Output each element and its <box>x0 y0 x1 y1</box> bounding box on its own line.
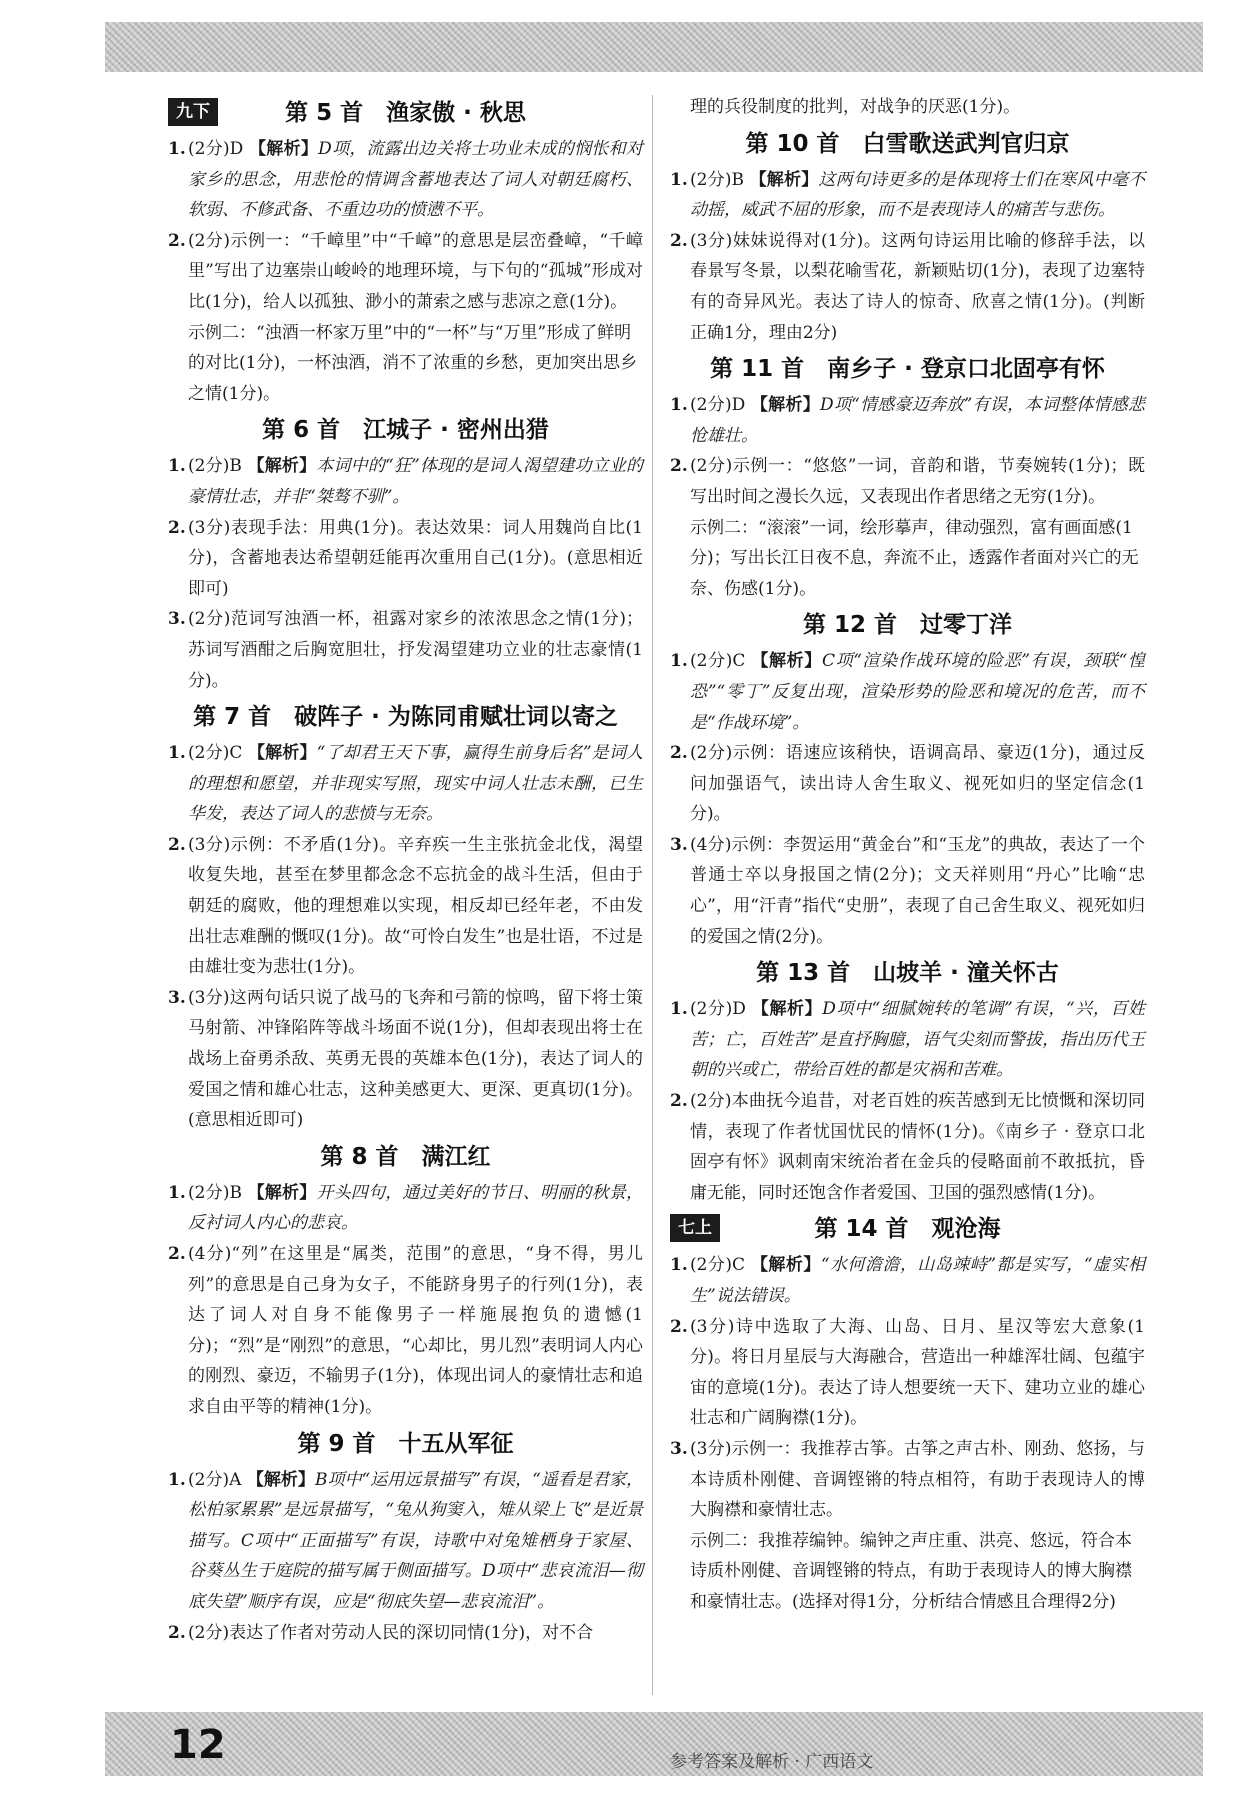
item-text: 这两句话只说了战马的飞奔和弓箭的惊鸣，留下将士策马射箭、冲锋陷阵等战斗场面不说(1分)，但却表现出将士在战场上奋勇杀敌、英勇无畏的英雄本色(1分)，表达了词人的爱国之情和雄心壮志，这种美感更大、更深、更真切(1分)。(意思相近即可) <box>188 987 643 1131</box>
footer-band <box>105 1712 1203 1776</box>
analysis-tag: 【解析】 <box>247 743 317 764</box>
item-score: (2分)A <box>188 1469 242 1490</box>
item-score: (2分)B <box>188 456 242 477</box>
analysis-tag: 【解析】 <box>249 139 319 159</box>
section-heading <box>670 606 1145 644</box>
header-band <box>105 22 1203 72</box>
item-score: (2分)B <box>690 169 744 190</box>
answer-item <box>670 451 1145 512</box>
item-score: (2分)C <box>188 743 243 764</box>
item-number: 1. <box>168 139 186 159</box>
answer-item <box>168 1178 643 1239</box>
item-score: (3分) <box>188 987 230 1008</box>
item-text: 妹妹说得对(1分)。这两句诗运用比喻的修辞手法，以春景写冬景，以梨花喻雪花，新颖贴切(1分)，表现了边塞特有的奇异风光。表达了诗人的惊奇、欣喜之情(1分)。(判断正确1分，理由2分) <box>690 230 1145 343</box>
section-title: 第 8 首 满江红 <box>320 1143 491 1170</box>
section-heading <box>168 1138 643 1176</box>
item-number: 3. <box>168 987 186 1008</box>
item-number: 2. <box>168 834 186 855</box>
item-text: D项中“细腻婉转的笔调”有误，“兴，百姓苦；亡，百姓苦”是直抒胸臆，语气尖刻而警拔，指出历代王朝的兴或亡，带给百姓的都是灾祸和苦难。 <box>690 999 1146 1081</box>
analysis-tag: 【解析】 <box>246 1469 315 1490</box>
section-title: 第 13 首 山坡羊 · 潼关怀古 <box>756 960 1059 987</box>
item-text: 示例：不矛盾(1分)。辛弃疾一生主张抗金北伐，渴望收复失地，甚至在梦里都念念不忘抗金的战斗生活，但由于朝廷的腐败，他的理想难以实现，相反却已经年老，不由发出壮志难酬的慨叹(1分)。故“可怜白发生”也是壮语，不过是由雄壮变为悲壮(1分)。 <box>188 834 643 978</box>
item-number: 1. <box>168 1469 186 1490</box>
item-number: 2. <box>670 1091 688 1112</box>
analysis-tag: 【解析】 <box>750 395 820 416</box>
answer-item <box>168 451 643 512</box>
grade-badge: 七上 <box>670 1214 720 1242</box>
column-divider <box>652 95 653 1695</box>
item-number: 3. <box>168 609 186 630</box>
item-score: (3分) <box>690 1438 732 1459</box>
answer-example: 示例二：“滚滚”一词，绘形摹声，律动强烈，富有画面感(1分)；写出长江日夜不息，奔流不止，透露作者面对兴亡的无奈、伤感(1分)。 <box>690 517 1139 599</box>
item-score: (2分) <box>690 743 733 764</box>
item-number: 2. <box>168 1622 186 1643</box>
answer-item <box>168 513 643 605</box>
item-text: 本词中的“狂”体现的是词人渴望建功立业的豪情壮志，并非“桀骜不驯”。 <box>188 456 644 507</box>
item-score: (2分)D <box>690 999 746 1020</box>
answer-item <box>670 226 1145 348</box>
item-text: C项“渲染作战环境的险恶”有误，颈联“惶恐”“零丁”反复出现，渲染形势的险恶和境况的危苦，而不是“作战环境”。 <box>690 651 1146 733</box>
item-text: 示例一：“千嶂里”中“千嶂”的意思是层峦叠嶂，“千嶂里”写出了边塞崇山峻岭的地理环境，与下句的“孤城”形成对比(1分)，给人以孤独、渺小的萧索之感与悲凉之意(1分)。 <box>188 230 643 312</box>
item-number: 2. <box>168 517 186 538</box>
item-score: (4分) <box>188 1244 232 1264</box>
answer-item <box>168 604 643 696</box>
item-number: 1. <box>670 999 688 1020</box>
item-score: (2分) <box>690 1091 732 1112</box>
item-score: (2分) <box>188 1622 230 1643</box>
item-score: (2分) <box>188 609 231 630</box>
answer-item <box>670 738 1145 830</box>
section-title: 第 11 首 南乡子 · 登京口北固亭有怀 <box>710 356 1105 383</box>
item-score: (3分) <box>690 230 733 251</box>
analysis-tag: 【解析】 <box>247 1182 317 1203</box>
answer-item <box>670 830 1145 952</box>
answer-example: 示例二：“浊酒一杯家万里”中的“一杯”与“万里”形成了鲜明的对比(1分)，一杯浊酒，消不了浓重的乡愁，更加突出思乡之情(1分)。 <box>188 322 638 404</box>
item-number: 2. <box>168 230 186 251</box>
item-number: 1. <box>168 456 186 477</box>
section-heading <box>670 1210 1145 1248</box>
continued-text: 理的兵役制度的批判，对战争的厌恶(1分)。 <box>690 97 1021 117</box>
answer-item <box>168 1465 643 1618</box>
item-number: 1. <box>168 1182 186 1203</box>
right-column <box>670 92 1145 1618</box>
item-text: 示例：李贺运用“黄金台”和“玉龙”的典故，表达了一个普通士卒以身报国之情(2分)；文天祥则用“丹心”比喻“忠心”，用“汗青”指代“史册”，表现了自己舍生取义、视死如归的爱国之情(2分)。 <box>690 834 1145 947</box>
item-number: 3. <box>670 1438 688 1459</box>
section-heading <box>168 1425 643 1463</box>
item-text: 表达了作者对劳动人民的深切同情(1分)，对不合 <box>229 1622 594 1643</box>
analysis-tag: 【解析】 <box>750 1255 821 1276</box>
item-number: 1. <box>670 651 688 672</box>
item-score: (2分) <box>188 230 231 251</box>
answer-item <box>168 830 643 983</box>
item-number: 1. <box>168 743 186 764</box>
grade-badge: 九下 <box>168 98 218 126</box>
answer-item <box>168 226 643 318</box>
answer-item <box>168 1239 643 1423</box>
analysis-tag: 【解析】 <box>247 456 317 477</box>
answer-item <box>670 646 1145 738</box>
item-score: (2分)D <box>188 139 244 159</box>
analysis-tag: 【解析】 <box>751 651 822 672</box>
item-text: 范词写浊酒一杯，祖露对家乡的浓浓思念之情(1分)；苏词写酒酣之后胸宽胆壮，抒发渴望建功立业的壮志豪情(1分)。 <box>188 609 643 691</box>
item-text: “了却君王天下事，赢得生前身后名”是词人的理想和愿望，并非现实写照，现实中词人壮志未酬，已生华发，表达了词人的悲愤与无奈。 <box>188 743 643 825</box>
item-score: (2分)D <box>690 395 746 416</box>
answer-item <box>168 1618 643 1649</box>
item-text: D项“情感豪迈奔放”有误，本词整体情感悲怆雄壮。 <box>690 395 1146 446</box>
answer-item <box>168 738 643 830</box>
section-title: 第 14 首 观沧海 <box>814 1216 1001 1243</box>
analysis-tag: 【解析】 <box>751 999 823 1020</box>
section-title: 第 6 首 江城子 · 密州出猎 <box>262 417 549 444</box>
item-number: 3. <box>670 834 688 855</box>
item-text: “水何澹澹，山岛竦峙”都是实写，“虚实相生”说法错误。 <box>690 1255 1146 1306</box>
item-text: 开头四句，通过美好的节日、明丽的秋景，反衬词人内心的悲哀。 <box>188 1182 644 1234</box>
page-number: 12 <box>170 1722 226 1768</box>
left-column <box>168 92 643 1648</box>
section-title: 第 7 首 破阵子 · 为陈同甫赋壮词以寄之 <box>193 704 618 731</box>
section-title: 第 5 首 渔家傲 · 秋思 <box>285 100 526 126</box>
item-number: 1. <box>670 169 688 190</box>
answer-item <box>670 1086 1145 1208</box>
analysis-tag: 【解析】 <box>749 169 819 190</box>
item-text: D项，流露出边关将士功业未成的悯怅和对家乡的思念，用悲怆的情调含蓄地表达了词人对朝廷腐朽、软弱、不修武备、不重边功的愤懑不平。 <box>188 139 644 221</box>
item-number: 2. <box>168 1244 186 1264</box>
section-heading <box>168 698 643 736</box>
item-number: 1. <box>670 1255 688 1276</box>
answer-item <box>670 165 1145 226</box>
answer-item <box>168 983 643 1136</box>
answer-item <box>670 1250 1145 1311</box>
section-title: 第 9 首 十五从军征 <box>297 1430 514 1457</box>
item-number: 2. <box>670 230 688 251</box>
item-score: (2分) <box>690 456 733 477</box>
item-score: (2分)C <box>690 651 746 672</box>
item-score: (3分) <box>690 1316 735 1337</box>
answer-item <box>670 1312 1145 1434</box>
item-text: 诗中选取了大海、山岛、日月、星汉等宏大意象(1分)。将日月星辰与大海融合，营造出一种雄浑壮阔、包蕴宇宙的意境(1分)。表达了诗人想要统一天下、建功立业的雄心壮志和广阔胸襟(1分)。 <box>690 1316 1145 1429</box>
item-text: 表现手法：用典(1分)。表达效果：词人用魏尚自比(1分)，含蓄地表达希望朝廷能再次重用自己(1分)。(意思相近即可) <box>188 517 643 599</box>
item-score: (3分) <box>188 517 231 538</box>
answer-item <box>670 1434 1145 1526</box>
section-title: 第 10 首 白雪歌送武判官归京 <box>745 130 1070 157</box>
item-score: (2分)B <box>188 1182 242 1203</box>
item-text: 示例一：我推荐古筝。古筝之声古朴、刚劲、悠扬，与本诗质朴刚健、音调铿锵的特点相符，有助于表现诗人的博大胸襟和豪情壮志。 <box>690 1438 1145 1521</box>
item-text: 示例一：“悠悠”一词，音韵和谐，节奏婉转(1分)；既写出时间之漫长久远，又表现出作者思绪之无穷(1分)。 <box>690 456 1145 507</box>
item-text: 示例：语速应该稍快，语调高昂、豪迈(1分)，通过反问加强语气，读出诗人舍生取义、视死如归的坚定信念(1分)。 <box>690 743 1145 825</box>
item-number: 1. <box>670 395 688 416</box>
item-text: B项中“运用远景描写”有误，“遥看是君家，松柏冢累累”是远景描写，“兔从狗窦入，雉从梁上飞”是近景描写。C项中“正面描写”有误，诗歌中对兔雉栖身于家屋、谷葵丛生于庭院的描写属于侧面描写。D项中“悲哀流泪—彻底失望”顺序有误，应是“彻底失望—悲哀流泪”。 <box>188 1469 644 1612</box>
section-heading <box>670 125 1145 163</box>
item-score: (3分) <box>188 834 231 855</box>
item-score: (4分) <box>690 834 732 855</box>
item-text: “列”在这里是“属类，范围”的意思，“身不得，男儿列”的意思是自己身为女子，不能跻身男子的行列(1分)，表达了词人对自身不能像男子一样施展抱负的遗憾(1分)；“烈”是“刚烈”的意思，“心却比，男儿烈”表明词人内心的刚烈、豪迈，不输男子(1分)，体现出词人的豪情壮志和追求自由平等的精神(1分)。 <box>188 1244 643 1417</box>
answer-item <box>670 390 1145 451</box>
footer-caption: 参考答案及解析 · 广西语文 <box>670 1752 874 1772</box>
item-text: 本曲抚今追昔，对老百姓的疾苦感到无比愤慨和深切同情，表现了作者忧国忧民的情怀(1分)。《南乡子 · 登京口北固亭有怀》讽刺南宋统治者在金兵的侵略面前不敢抵抗，昏庸无能，同时还饱含作者爱国、卫国的强烈感情(1分)。 <box>690 1091 1145 1203</box>
answer-example: 示例二：我推荐编钟。编钟之声庄重、洪亮、悠远，符合本诗质朴刚健、音调铿锵的特点，有助于表现诗人的博大胸襟和豪情壮志。(选择对得1分，分析结合情感且合理得2分) <box>690 1530 1132 1612</box>
section-heading <box>168 411 643 449</box>
item-number: 2. <box>670 1316 688 1337</box>
item-text: 这两句诗更多的是体现将士们在寒风中毫不动摇，威武不屈的形象，而不是表现诗人的痛苦与悲伤。 <box>690 169 1146 221</box>
item-score: (2分)C <box>690 1255 746 1276</box>
answer-item <box>168 134 643 226</box>
answer-item <box>670 994 1145 1086</box>
item-number: 2. <box>670 456 688 477</box>
section-heading <box>168 94 643 132</box>
section-title: 第 12 首 过零丁洋 <box>802 612 1013 639</box>
section-heading <box>670 350 1145 388</box>
section-heading <box>670 954 1145 992</box>
item-number: 2. <box>670 743 688 764</box>
